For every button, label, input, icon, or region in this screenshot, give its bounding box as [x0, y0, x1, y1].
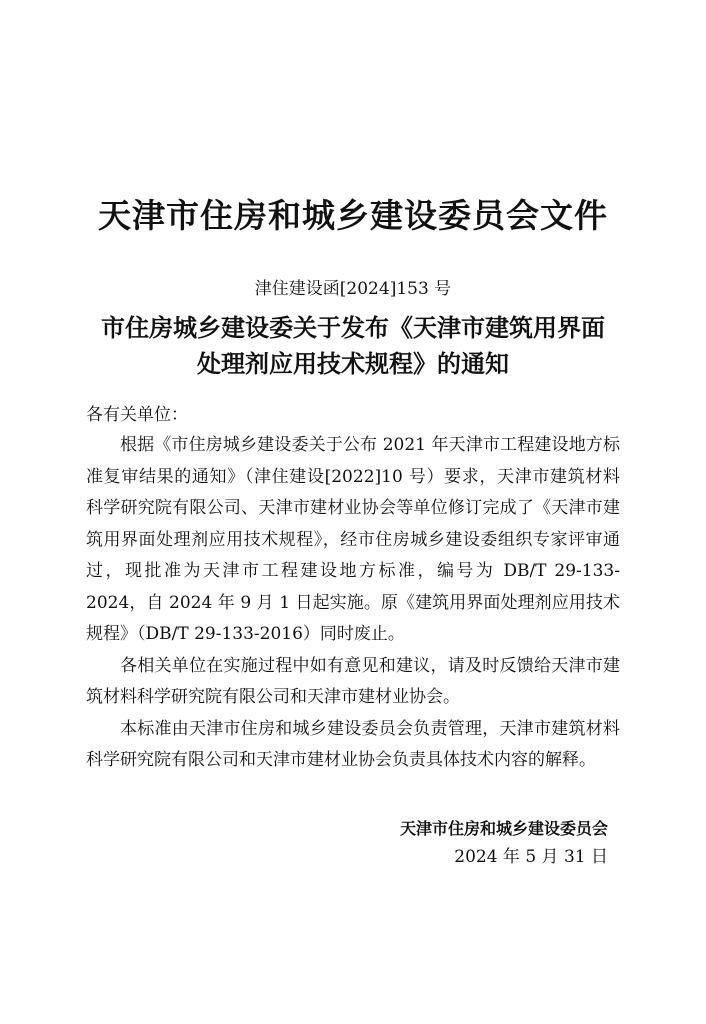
body-paragraph-1: 根据《市住房城乡建设委关于公布 2021 年天津市工程建设地方标准复审结果的通知》（津住建设[2022]10 号）要求，天津市建筑材料科学研究院有限公司、天津市建材业协会等单位修订完成了《天津市建筑用界面处理剂应用技术规程》，经市住房城乡建设委组织专家评审通过，现批准为天津市工程建设地方标准，编号为 DB/T 29-133-2024，自 2024 年 9 月 1 日起实施。原《建筑用界面处理剂应用技术规程》（DB/T 29-133-2016）同时废止。: [86, 435, 620, 644]
signing-date: 2024 年 5 月 31 日: [454, 847, 608, 867]
signature-block: [400, 815, 608, 871]
document-number: 津住建设函[2024]153 号: [254, 279, 452, 299]
notice-title-line-2: 处理剂应用技术规程》的通知: [197, 350, 509, 378]
document-header-title: 天津市住房和城乡建设委员会文件: [98, 196, 608, 235]
salutation: 各有关单位：: [86, 405, 188, 425]
signing-organization: 天津市住房和城乡建设委员会: [399, 819, 608, 838]
notice-body: [86, 430, 620, 777]
notice-title: [60, 310, 646, 382]
body-paragraph-2: 各相关单位在实施过程中如有意见和建议，请及时反馈给天津市建筑材料科学研究院有限公司和天津市建材业协会。: [86, 655, 620, 707]
notice-title-line-1: 市住房城乡建设委关于发布《天津市建筑用界面: [101, 314, 605, 342]
body-paragraph-3: 本标准由天津市住房和城乡建设委员会负责管理，天津市建筑材料科学研究院有限公司和天津市建材业协会负责具体技术内容的解释。: [86, 718, 620, 770]
